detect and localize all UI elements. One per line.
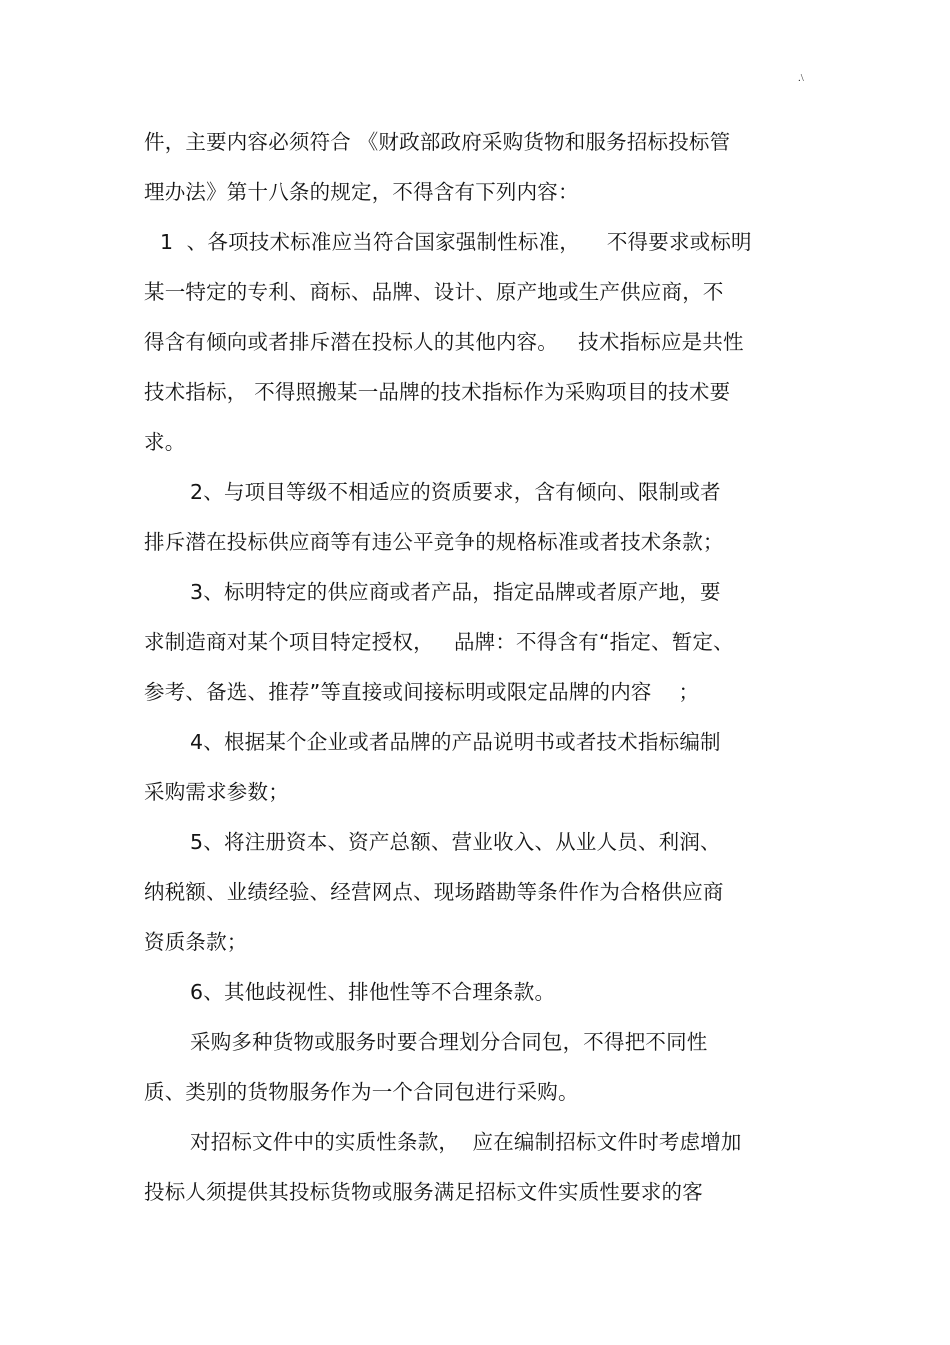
text-line: 排斥潜在投标供应商等有违公平竞争的规格标准或者技术条款；: [144, 530, 724, 554]
text-line: 件，主要内容必须符合 《财政部政府采购货物和服务招标投标管: [144, 130, 731, 154]
text-line: 6、其他歧视性、排他性等不合理条款。: [190, 980, 556, 1004]
text-line: 求制造商对某个项目特定授权， 品牌：不得含有“指定、暂定、: [144, 630, 734, 654]
text-line: 5、将注册资本、资产总额、营业收入、从业人员、利润、: [190, 830, 721, 854]
text-line: 资质条款；: [144, 930, 248, 954]
text-line: 某一特定的专利、商标、品牌、设计、原产地或生产供应商，不: [144, 280, 724, 304]
text-line: 得含有倾向或者排斥潜在投标人的其他内容。 技术指标应是共性: [144, 330, 744, 354]
text-line: 参考、备选、推荐”等直接或间接标明或限定品牌的内容 ；: [144, 680, 700, 704]
text-line: 采购需求参数；: [144, 780, 289, 804]
text-line: 1 、各项技术标准应当符合国家强制性标准， 不得要求或标明: [160, 230, 752, 254]
text-line: 纳税额、业绩经验、经营网点、现场踏勘等条件作为合格供应商: [144, 880, 724, 904]
text-line: 理办法》第十八条的规定，不得含有下列内容：: [144, 180, 579, 204]
text-line: 3、标明特定的供应商或者产品，指定品牌或者原产地，要: [190, 580, 721, 604]
text-line: 4、根据某个企业或者品牌的产品说明书或者技术指标编制: [190, 730, 721, 754]
corner-mark: .\: [798, 72, 804, 84]
text-line: 求。: [144, 430, 186, 454]
text-line: 2、与项目等级不相适应的资质要求，含有倾向、限制或者: [190, 480, 721, 504]
text-line: 投标人须提供其投标货物或服务满足招标文件实质性要求的客: [144, 1180, 703, 1204]
text-line: 质、类别的货物服务作为一个合同包进行采购。: [144, 1080, 579, 1104]
text-line: 采购多种货物或服务时要合理划分合同包，不得把不同性: [190, 1030, 708, 1054]
text-line: 技术指标， 不得照搬某一品牌的技术指标作为采购项目的技术要: [144, 380, 731, 404]
text-line: 对招标文件中的实质性条款， 应在编制招标文件时考虑增加: [190, 1130, 742, 1154]
